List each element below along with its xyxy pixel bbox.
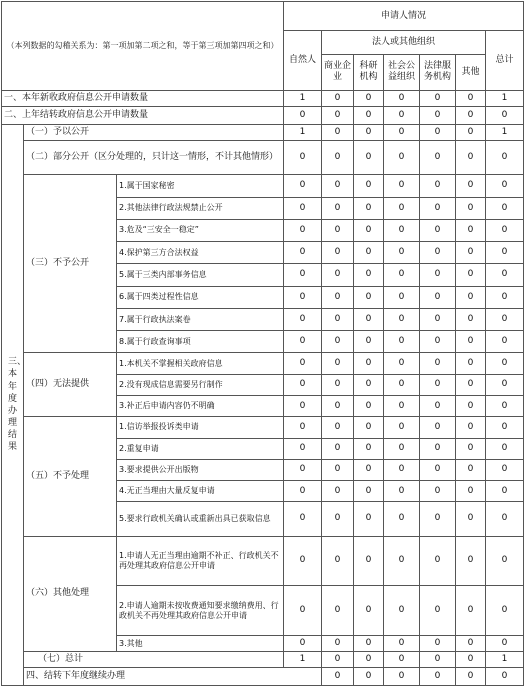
item-label: 8.属于行政查询事项	[117, 331, 284, 353]
cell: 0	[322, 331, 354, 353]
cell: 0	[284, 374, 322, 395]
cell: 0	[384, 175, 420, 197]
cell: 0	[456, 668, 486, 686]
cell: 0	[486, 331, 524, 353]
row-label: 一、本年新收政府信息公开申请数量	[2, 91, 284, 107]
cell: 0	[420, 417, 456, 438]
cell: 0	[322, 374, 354, 395]
cell: 0	[284, 586, 322, 636]
cell: 0	[456, 502, 486, 536]
cell: 0	[420, 536, 456, 586]
table-row	[2, 124, 524, 140]
cell: 0	[486, 374, 524, 395]
cell: 0	[322, 438, 354, 459]
cell: 0	[486, 668, 524, 686]
cell: 0	[384, 308, 420, 330]
cell: 0	[284, 536, 322, 586]
cell: 0	[420, 502, 456, 536]
cell: 0	[354, 396, 384, 417]
item-label: 3.其他	[117, 636, 284, 652]
cell: 0	[456, 286, 486, 308]
header-total: 总计	[486, 31, 524, 91]
cell: 0	[384, 438, 420, 459]
header-social: 社会公益组织	[384, 54, 420, 90]
cell: 0	[486, 481, 524, 502]
item-label: 3.补正后申请内容仍不明确	[117, 396, 284, 417]
cell: 0	[354, 91, 384, 107]
header-natural-person: 自然人	[284, 31, 322, 91]
cell: 0	[486, 396, 524, 417]
item-label: 6.属于四类过程性信息	[117, 286, 284, 308]
group-label: （三）不予公开	[24, 175, 117, 353]
cell: 0	[486, 197, 524, 219]
info-disclosure-table	[1, 1, 524, 686]
header-commercial: 商业企业	[322, 54, 354, 90]
cell: 0	[420, 586, 456, 636]
cell: 0	[384, 417, 420, 438]
cell: 0	[420, 396, 456, 417]
cell: 0	[384, 107, 420, 124]
item-label: 2.申请人逾期未按收费通知要求缴纳费用、行政机关不再处理其政府信息公开申请	[117, 586, 284, 636]
item-label: 5.属于三类内部事务信息	[117, 264, 284, 286]
row-label: （一）予以公开	[24, 124, 284, 140]
cell: 0	[384, 536, 420, 586]
cell: 0	[322, 242, 354, 264]
cell: 1	[486, 124, 524, 140]
cell: 0	[284, 396, 322, 417]
cell: 0	[322, 481, 354, 502]
cell: 0	[284, 197, 322, 219]
cell: 0	[354, 175, 384, 197]
cell: 0	[322, 264, 354, 286]
cell: 0	[486, 438, 524, 459]
header-other: 其他	[456, 54, 486, 90]
item-label: 5.要求行政机关确认或重新出具已获取信息	[117, 502, 284, 536]
cell: 0	[284, 175, 322, 197]
cell: 0	[384, 652, 420, 668]
cell: 0	[456, 586, 486, 636]
row-label: 二、上年结转政府信息公开申请数量	[2, 107, 284, 124]
cell: 0	[420, 107, 456, 124]
cell: 0	[420, 197, 456, 219]
cell: 0	[322, 91, 354, 107]
table-row	[2, 91, 524, 107]
cell: 0	[420, 140, 456, 174]
group-label: （六）其他处理	[24, 536, 117, 651]
item-label: 2.没有现成信息需要另行制作	[117, 374, 284, 395]
cell: 0	[354, 668, 384, 686]
header-legal-service: 法律服务机构	[420, 54, 456, 90]
item-label: 4.保护第三方合法权益	[117, 242, 284, 264]
cell: 0	[284, 219, 322, 241]
cell: 0	[322, 353, 354, 374]
cell: 0	[322, 308, 354, 330]
cell: 1	[486, 91, 524, 107]
cell: 0	[284, 438, 322, 459]
row-label: （七）总计	[24, 652, 284, 668]
cell: 0	[456, 438, 486, 459]
table-row	[2, 107, 524, 124]
cell: 0	[284, 242, 322, 264]
cell: 0	[486, 175, 524, 197]
cell: 0	[384, 636, 420, 652]
cell: 0	[420, 668, 456, 686]
cell: 0	[420, 219, 456, 241]
cell: 0	[354, 502, 384, 536]
cell: 0	[284, 481, 322, 502]
cell: 0	[456, 175, 486, 197]
table-row	[2, 140, 524, 174]
cell: 0	[384, 124, 420, 140]
cell: 0	[456, 124, 486, 140]
cell: 0	[322, 668, 354, 686]
cell: 0	[354, 586, 384, 636]
cell: 0	[384, 242, 420, 264]
item-label: 1.信访举报投诉类申请	[117, 417, 284, 438]
cell: 0	[384, 140, 420, 174]
cell: 0	[486, 353, 524, 374]
header-note: （本列数据的勾稽关系为：第一项加第二项之和，等于第三项加第四项之和）	[2, 2, 284, 91]
cell: 0	[322, 396, 354, 417]
cell: 0	[486, 417, 524, 438]
cell: 0	[284, 331, 322, 353]
cell: 0	[456, 652, 486, 668]
cell: 0	[456, 353, 486, 374]
cell: 0	[354, 219, 384, 241]
cell: 0	[420, 353, 456, 374]
cell: 0	[420, 175, 456, 197]
cell: 0	[284, 286, 322, 308]
cell: 0	[486, 219, 524, 241]
group-label: （五）不予处理	[24, 417, 117, 537]
cell: 0	[354, 417, 384, 438]
cell: 0	[456, 264, 486, 286]
cell: 0	[322, 107, 354, 124]
cell: 0	[456, 91, 486, 107]
cell: 0	[420, 636, 456, 652]
cell: 0	[420, 331, 456, 353]
cell: 0	[322, 124, 354, 140]
cell: 0	[384, 91, 420, 107]
cell: 0	[322, 175, 354, 197]
cell: 0	[420, 264, 456, 286]
cell: 0	[284, 264, 322, 286]
cell: 0	[456, 636, 486, 652]
cell: 0	[354, 242, 384, 264]
cell: 0	[420, 286, 456, 308]
item-label: 2.重复申请	[117, 438, 284, 459]
cell: 0	[354, 140, 384, 174]
cell: 0	[384, 459, 420, 480]
table-row	[2, 175, 524, 197]
cell: 0	[486, 586, 524, 636]
cell: 0	[456, 219, 486, 241]
cell: 0	[384, 481, 420, 502]
header-applicant: 申请人情况	[284, 2, 524, 31]
item-label: 7.属于行政执法案卷	[117, 308, 284, 330]
cell: 0	[456, 242, 486, 264]
cell: 1	[284, 91, 322, 107]
cell: 0	[486, 459, 524, 480]
cell: 0	[284, 353, 322, 374]
cell: 0	[354, 264, 384, 286]
table-row	[2, 668, 524, 686]
cell: 0	[284, 636, 322, 652]
cell: 0	[456, 107, 486, 124]
cell: 0	[384, 374, 420, 395]
item-label: 2.其他法律行政法规禁止公开	[117, 197, 284, 219]
cell: 0	[420, 308, 456, 330]
cell: 0	[456, 308, 486, 330]
cell: 0	[420, 459, 456, 480]
cell: 0	[486, 502, 524, 536]
cell: 0	[456, 140, 486, 174]
cell: 0	[322, 459, 354, 480]
cell: 0	[486, 636, 524, 652]
item-label: 3.危及“三安全一稳定”	[117, 219, 284, 241]
cell: 0	[322, 197, 354, 219]
cell: 0	[322, 417, 354, 438]
cell: 0	[354, 353, 384, 374]
header-legal-group: 法人或其他组织	[322, 31, 486, 54]
cell: 0	[354, 308, 384, 330]
cell: 0	[456, 417, 486, 438]
cell: 0	[486, 308, 524, 330]
cell: 0	[384, 286, 420, 308]
cell: 0	[354, 286, 384, 308]
cell: 0	[486, 536, 524, 586]
cell: 0	[486, 140, 524, 174]
cell: 0	[384, 331, 420, 353]
cell: 0	[384, 396, 420, 417]
cell: 0	[354, 107, 384, 124]
cell: 0	[384, 586, 420, 636]
cell: 0	[420, 374, 456, 395]
row-label: （二）部分公开（区分处理的，只计这一情形，不计其他情形）	[24, 140, 284, 174]
table-row	[2, 353, 524, 374]
cell: 0	[420, 481, 456, 502]
item-label: 3.要求提供公开出版物	[117, 459, 284, 480]
cell: 0	[456, 331, 486, 353]
cell: 0	[486, 242, 524, 264]
cell: 0	[384, 502, 420, 536]
cell: 0	[456, 374, 486, 395]
cell: 1	[486, 652, 524, 668]
item-label: 1.本机关不掌握相关政府信息	[117, 353, 284, 374]
cell: 0	[354, 636, 384, 652]
cell: 0	[322, 536, 354, 586]
item-label: 4.无正当理由大量反复申请	[117, 481, 284, 502]
row-label: 四、结转下年度继续办理	[24, 668, 322, 686]
cell: 0	[384, 264, 420, 286]
table-row	[2, 652, 524, 668]
cell: 0	[322, 286, 354, 308]
cell: 0	[322, 586, 354, 636]
section-3-label: 三、本年度办理结果	[2, 124, 24, 685]
cell: 0	[354, 331, 384, 353]
group-label: （四）无法提供	[24, 353, 117, 417]
cell: 0	[420, 91, 456, 107]
cell: 0	[354, 481, 384, 502]
cell: 0	[322, 140, 354, 174]
cell: 0	[354, 438, 384, 459]
cell: 0	[354, 124, 384, 140]
cell: 0	[322, 502, 354, 536]
table-row	[2, 536, 524, 586]
cell: 0	[284, 107, 322, 124]
cell: 0	[420, 438, 456, 459]
cell: 0	[384, 353, 420, 374]
cell: 1	[284, 124, 322, 140]
cell: 0	[354, 459, 384, 480]
header-research: 科研机构	[354, 54, 384, 90]
cell: 0	[384, 668, 420, 686]
cell: 0	[456, 481, 486, 502]
cell: 0	[284, 140, 322, 174]
cell: 0	[322, 652, 354, 668]
table-row	[2, 417, 524, 438]
cell: 0	[284, 417, 322, 438]
cell: 0	[420, 124, 456, 140]
cell: 0	[284, 502, 322, 536]
cell: 0	[384, 197, 420, 219]
cell: 0	[420, 652, 456, 668]
cell: 1	[284, 652, 322, 668]
cell: 0	[486, 107, 524, 124]
cell: 0	[486, 264, 524, 286]
cell: 0	[354, 374, 384, 395]
item-label: 1.申请人无正当理由逾期不补正、行政机关不再处理其政府信息公开申请	[117, 536, 284, 586]
cell: 0	[486, 286, 524, 308]
cell: 0	[354, 536, 384, 586]
cell: 0	[420, 242, 456, 264]
cell: 0	[284, 308, 322, 330]
cell: 0	[384, 219, 420, 241]
cell: 0	[284, 459, 322, 480]
cell: 0	[456, 197, 486, 219]
cell: 0	[322, 636, 354, 652]
cell: 0	[456, 396, 486, 417]
item-label: 1.属于国家秘密	[117, 175, 284, 197]
cell: 0	[322, 219, 354, 241]
cell: 0	[456, 459, 486, 480]
cell: 0	[354, 652, 384, 668]
cell: 0	[354, 197, 384, 219]
cell: 0	[456, 536, 486, 586]
